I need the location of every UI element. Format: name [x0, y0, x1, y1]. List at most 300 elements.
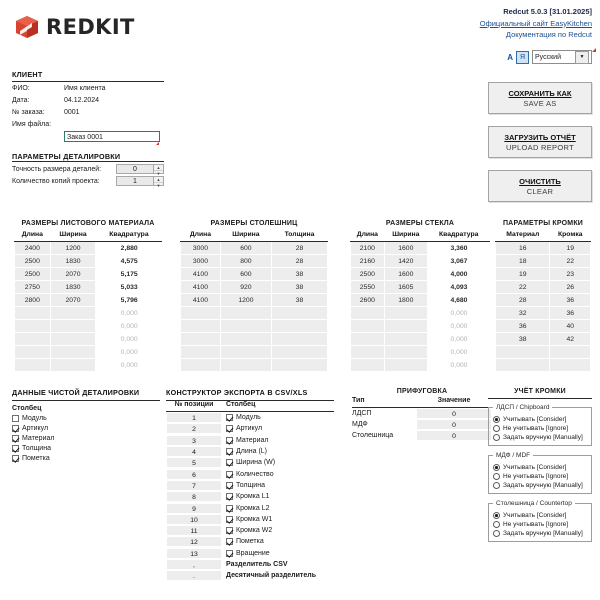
export-row[interactable] — [166, 548, 334, 559]
export-separator-row[interactable] — [166, 570, 334, 581]
table-cell[interactable]: 38 — [271, 268, 327, 281]
export-separator-row[interactable] — [166, 559, 334, 570]
export-row-name[interactable] — [222, 538, 334, 545]
save-as-label-en: SAVE AS — [523, 98, 557, 108]
table-cell[interactable]: 23 — [550, 268, 591, 281]
edge-accounting-option[interactable] — [493, 425, 587, 432]
table-cell[interactable]: 0,000 — [96, 320, 162, 333]
table-cell[interactable]: 1830 — [50, 255, 96, 268]
table-cell[interactable]: 5,796 — [96, 294, 162, 307]
checkbox-icon[interactable] — [226, 493, 233, 500]
table-cell[interactable]: 0,000 — [427, 320, 490, 333]
table-cell[interactable] — [50, 307, 96, 320]
checkbox-icon[interactable] — [226, 550, 233, 557]
edge-accounting-option[interactable] — [493, 416, 587, 423]
export-row-index: 4 — [166, 446, 222, 457]
table-cell[interactable] — [550, 346, 591, 359]
table-cell[interactable]: 4100 — [181, 281, 221, 294]
prifugovka-type-header: Тип — [352, 397, 365, 404]
table-cell[interactable]: 2500 — [15, 268, 51, 281]
table-cell[interactable]: 0,000 — [96, 333, 162, 346]
clean-detailing-item-label: Пометка — [22, 455, 50, 462]
export-row[interactable] — [166, 435, 334, 446]
table-cell[interactable]: 2500 — [15, 255, 51, 268]
table-row[interactable] — [181, 281, 328, 294]
table-cell[interactable]: 4,093 — [427, 281, 490, 294]
table-cell[interactable]: 0,000 — [96, 307, 162, 320]
edge-accounting-option[interactable] — [493, 512, 587, 519]
table-cell[interactable]: 36 — [550, 307, 591, 320]
table-cell[interactable]: 2400 — [15, 242, 51, 255]
table-row[interactable] — [351, 281, 491, 294]
checkbox-icon[interactable] — [12, 445, 19, 452]
client-date-label: Дата: — [12, 97, 30, 104]
export-row-name[interactable] — [222, 459, 334, 466]
table-row[interactable] — [15, 268, 163, 281]
export-row-index: 12 — [166, 536, 222, 547]
radio-icon[interactable] — [493, 464, 500, 471]
table-cell[interactable]: 2070 — [50, 294, 96, 307]
clean-detailing-item[interactable] — [12, 435, 160, 442]
export-row-name[interactable] — [222, 550, 334, 557]
table-cell[interactable] — [15, 346, 51, 359]
table-row[interactable] — [15, 255, 163, 268]
checkbox-icon[interactable] — [12, 435, 19, 442]
table-cell[interactable] — [351, 346, 385, 359]
filename-input[interactable]: Заказ 0001 — [64, 131, 160, 142]
table-cell[interactable] — [351, 320, 385, 333]
header-info — [480, 6, 592, 41]
table-cell[interactable]: 0,000 — [427, 307, 490, 320]
table-cell[interactable]: 0,000 — [427, 346, 490, 359]
column-header: Длина — [181, 229, 221, 242]
table-row[interactable] — [15, 346, 163, 359]
export-row-index: 10 — [166, 514, 222, 525]
export-row-label: Материал — [236, 436, 269, 444]
table-row[interactable] — [15, 333, 163, 346]
clean-detailing-item-label: Материал — [22, 435, 55, 442]
table-cell[interactable]: 3,360 — [427, 242, 490, 255]
table-cell[interactable] — [271, 307, 327, 320]
table-cell[interactable] — [50, 359, 96, 372]
prifugovka-rows — [352, 408, 492, 441]
clean-detailing-item[interactable] — [12, 425, 160, 432]
table-row[interactable] — [181, 320, 328, 333]
checkbox-icon[interactable] — [226, 527, 233, 534]
table-row[interactable] — [15, 359, 163, 372]
export-row[interactable] — [166, 423, 334, 434]
table-row[interactable] — [496, 268, 591, 281]
table-row[interactable] — [15, 294, 163, 307]
export-row-index: 11 — [166, 525, 222, 536]
checkbox-icon[interactable] — [12, 415, 19, 422]
edge-accounting-option[interactable] — [493, 482, 587, 489]
export-separator-value[interactable]: , — [166, 559, 222, 570]
table-cell[interactable]: 1600 — [384, 268, 427, 281]
table-cell[interactable] — [351, 307, 385, 320]
table-cell[interactable]: 0,000 — [96, 346, 162, 359]
table-row[interactable] — [496, 294, 591, 307]
table-cell[interactable] — [384, 320, 427, 333]
clean-detailing-title: ДАННЫЕ ЧИСТОЙ ДЕТАЛИРОВКИ — [12, 388, 160, 401]
export-row-label: Кромка W2 — [236, 527, 273, 535]
export-row-name[interactable] — [222, 516, 334, 523]
clear-button[interactable] — [488, 170, 592, 202]
table-cell[interactable]: 32 — [496, 307, 550, 320]
required-marker-icon — [592, 48, 596, 52]
client-order-value: 0001 — [64, 109, 80, 116]
export-row[interactable] — [166, 536, 334, 547]
copies-stepper[interactable]: ▲ ▼ — [154, 176, 164, 186]
table-cell[interactable] — [220, 320, 271, 333]
export-row-label: Ширина (W) — [236, 459, 276, 467]
table-cell[interactable]: 2500 — [351, 268, 385, 281]
copies-row — [12, 176, 164, 186]
table-row[interactable] — [181, 268, 328, 281]
client-section-title: КЛИЕНТ — [12, 70, 164, 82]
export-constructor-title: КОНСТРУКТОР ЭКСПОРТА В CSV/XLS — [166, 388, 334, 401]
table-cell[interactable]: 0,000 — [427, 333, 490, 346]
clean-detailing-section — [12, 388, 160, 462]
table-cell[interactable]: 1800 — [384, 294, 427, 307]
export-row-name[interactable] — [222, 482, 334, 489]
table-cell[interactable]: 4,000 — [427, 268, 490, 281]
table-cell[interactable] — [384, 359, 427, 372]
clean-detailing-item[interactable] — [12, 445, 160, 452]
table-cell[interactable]: 2070 — [50, 268, 96, 281]
table-cell[interactable]: 2550 — [351, 281, 385, 294]
export-separator-label: Десятичный разделитель — [226, 572, 316, 580]
upload-report-label-ru: ЗАГРУЗИТЬ ОТЧЁТ — [504, 132, 576, 142]
radio-icon[interactable] — [493, 482, 500, 489]
table-cell[interactable] — [50, 320, 96, 333]
glass-title: РАЗМЕРЫ СТЕКЛА — [385, 220, 455, 227]
export-row-name[interactable] — [222, 414, 334, 421]
table-cell[interactable] — [15, 320, 51, 333]
table-row[interactable] — [351, 294, 491, 307]
prifugovka-value[interactable]: 0 — [416, 430, 492, 441]
clean-detailing-item[interactable] — [12, 415, 160, 422]
table-cell[interactable]: 38 — [271, 281, 327, 294]
table-cell[interactable]: 800 — [220, 255, 271, 268]
table-cell[interactable] — [181, 333, 221, 346]
export-row-label: Количество — [236, 470, 274, 478]
table-row[interactable] — [496, 320, 591, 333]
checkbox-icon[interactable] — [226, 459, 233, 466]
table-cell[interactable] — [220, 359, 271, 372]
column-header: Ширина — [50, 229, 96, 242]
table-cell[interactable] — [271, 320, 327, 333]
prifugovka-row — [352, 430, 492, 441]
table-cell[interactable]: 19 — [550, 242, 591, 255]
save-as-button[interactable] — [488, 82, 592, 114]
table-cell[interactable] — [15, 307, 51, 320]
table-cell[interactable] — [220, 307, 271, 320]
prifugovka-value[interactable]: 0 — [416, 419, 492, 430]
export-row[interactable] — [166, 502, 334, 513]
table-cell[interactable]: 2,880 — [96, 242, 162, 255]
table-cell[interactable]: 4,575 — [96, 255, 162, 268]
table-row[interactable] — [351, 333, 491, 346]
table-cell[interactable] — [181, 307, 221, 320]
client-section — [12, 70, 164, 142]
checkbox-icon[interactable] — [226, 505, 233, 512]
table-cell[interactable]: 920 — [220, 281, 271, 294]
table-cell[interactable]: 2100 — [351, 242, 385, 255]
table-row[interactable] — [496, 281, 591, 294]
copies-label: Количество копий проекта: — [12, 177, 100, 185]
edge-params-title: ПАРАМЕТРЫ КРОМКИ — [502, 220, 584, 227]
table-cell[interactable]: 28 — [271, 242, 327, 255]
export-row-index: 8 — [166, 491, 222, 502]
precision-stepper[interactable]: ▲ ▼ — [154, 164, 164, 174]
table-cell[interactable] — [220, 333, 271, 346]
table-cell[interactable]: 2160 — [351, 255, 385, 268]
table-row[interactable] — [496, 307, 591, 320]
radio-icon[interactable] — [493, 425, 500, 432]
prifugovka-value[interactable]: 0 — [416, 408, 492, 419]
table-cell[interactable]: 600 — [220, 242, 271, 255]
table-cell[interactable]: 3000 — [181, 255, 221, 268]
export-row[interactable] — [166, 514, 334, 525]
export-row-name[interactable] — [222, 471, 334, 478]
export-row-name[interactable] — [222, 493, 334, 500]
checkbox-icon[interactable] — [226, 516, 233, 523]
table-row[interactable] — [15, 281, 163, 294]
table-cell[interactable] — [384, 346, 427, 359]
edge-accounting-option[interactable] — [493, 530, 587, 537]
edge-accounting-group — [488, 500, 592, 542]
glass-table-block — [350, 220, 490, 372]
table-cell[interactable] — [271, 346, 327, 359]
clean-detailing-column-header: Столбец — [12, 405, 42, 412]
export-row[interactable] — [166, 480, 334, 491]
export-row[interactable] — [166, 468, 334, 479]
sheet-material-title: РАЗМЕРЫ ЛИСТОВОГО МАТЕРИАЛА — [21, 220, 155, 227]
table-cell[interactable]: 18 — [496, 255, 550, 268]
export-index-header: № позиции — [174, 401, 214, 408]
table-cell[interactable]: 38 — [496, 333, 550, 346]
table-row[interactable] — [351, 359, 491, 372]
column-header: Квадратура — [96, 229, 162, 242]
checkbox-icon[interactable] — [226, 437, 233, 444]
table-cell[interactable]: 42 — [550, 333, 591, 346]
table-cell[interactable]: 1420 — [384, 255, 427, 268]
checkbox-icon[interactable] — [226, 425, 233, 432]
radio-icon[interactable] — [493, 530, 500, 537]
table-cell[interactable]: 28 — [496, 294, 550, 307]
table-cell[interactable] — [15, 359, 51, 372]
chevron-down-icon[interactable]: ▼ — [575, 51, 589, 64]
table-row[interactable] — [351, 346, 491, 359]
table-cell[interactable] — [384, 333, 427, 346]
table-cell[interactable] — [181, 346, 221, 359]
copies-input[interactable]: 1 — [116, 176, 154, 186]
edge-accounting-groups — [488, 404, 592, 542]
checkbox-icon[interactable] — [226, 538, 233, 545]
table-header-row — [181, 229, 328, 242]
table-row[interactable] — [181, 294, 328, 307]
table-cell[interactable] — [15, 333, 51, 346]
table-cell[interactable] — [220, 346, 271, 359]
table-cell[interactable]: 1200 — [220, 294, 271, 307]
table-cell[interactable] — [496, 359, 550, 372]
edge-accounting-option[interactable] — [493, 464, 587, 471]
prifugovka-header — [352, 397, 492, 408]
export-row-name[interactable] — [222, 527, 334, 534]
edge-accounting-option-label: Не учитывать [Ignore] — [503, 473, 569, 480]
export-row-name[interactable] — [222, 505, 334, 512]
language-selector[interactable] — [507, 50, 592, 64]
export-row-label: Кромка W1 — [236, 515, 273, 523]
table-row[interactable] — [15, 307, 163, 320]
table-row[interactable] — [15, 242, 163, 255]
export-row-label: Модуль — [236, 414, 261, 422]
table-row[interactable] — [351, 307, 491, 320]
export-row-label: Вращение — [236, 549, 270, 557]
table-row[interactable] — [181, 333, 328, 346]
table-cell[interactable]: 4100 — [181, 268, 221, 281]
edge-accounting-group — [488, 452, 592, 494]
table-cell[interactable]: 19 — [496, 268, 550, 281]
table-cell[interactable] — [271, 359, 327, 372]
radio-icon[interactable] — [493, 473, 500, 480]
table-row[interactable] — [181, 255, 328, 268]
table-row[interactable] — [181, 307, 328, 320]
table-cell[interactable]: 0,000 — [427, 359, 490, 372]
table-cell[interactable] — [271, 333, 327, 346]
checkbox-icon[interactable] — [12, 455, 19, 462]
export-separator-value[interactable]: . — [166, 570, 222, 581]
edge-accounting-option-label: Учитывать [Consider] — [503, 512, 567, 519]
table-cell[interactable]: 4100 — [181, 294, 221, 307]
table-cell[interactable]: 1605 — [384, 281, 427, 294]
table-cell[interactable]: 3000 — [181, 242, 221, 255]
table-row[interactable] — [15, 320, 163, 333]
export-row-index: 7 — [166, 480, 222, 491]
table-cell[interactable]: 600 — [220, 268, 271, 281]
table-cell[interactable] — [50, 346, 96, 359]
table-cell[interactable]: 36 — [550, 294, 591, 307]
official-site-link[interactable]: Официальный сайт EasyKitchen — [479, 18, 592, 28]
table-row[interactable] — [496, 255, 591, 268]
table-cell[interactable] — [50, 333, 96, 346]
radio-icon[interactable] — [493, 416, 500, 423]
table-row[interactable] — [181, 346, 328, 359]
precision-row — [12, 164, 164, 174]
table-cell[interactable]: 0,000 — [96, 359, 162, 372]
export-row[interactable] — [166, 491, 334, 502]
edge-params-table[interactable] — [495, 229, 591, 372]
language-dropdown[interactable] — [532, 50, 592, 64]
table-cell[interactable] — [384, 307, 427, 320]
table-row[interactable] — [351, 320, 491, 333]
upload-report-button[interactable] — [488, 126, 592, 158]
table-cell[interactable]: 22 — [496, 281, 550, 294]
table-cell[interactable] — [351, 333, 385, 346]
redkit-logo-icon — [14, 14, 40, 40]
export-row[interactable] — [166, 457, 334, 468]
table-row[interactable] — [496, 242, 591, 255]
documentation-link[interactable]: Документация по Redcut — [505, 30, 592, 40]
edge-accounting-option[interactable] — [493, 434, 587, 441]
precision-input[interactable]: 0 — [116, 164, 154, 174]
sheet-material-table[interactable] — [14, 229, 162, 372]
export-row[interactable] — [166, 525, 334, 536]
table-cell[interactable]: 22 — [550, 255, 591, 268]
radio-icon[interactable] — [493, 512, 500, 519]
export-row-name[interactable] — [222, 437, 334, 444]
checkbox-icon[interactable] — [226, 471, 233, 478]
radio-icon[interactable] — [493, 434, 500, 441]
export-row[interactable] — [166, 446, 334, 457]
table-row[interactable] — [351, 242, 491, 255]
table-cell[interactable] — [181, 359, 221, 372]
export-row[interactable] — [166, 412, 334, 423]
checkbox-icon[interactable] — [226, 482, 233, 489]
sheet-material-table-block — [14, 220, 162, 372]
table-cell[interactable] — [496, 346, 550, 359]
table-row[interactable] — [351, 255, 491, 268]
table-cell[interactable]: 40 — [550, 320, 591, 333]
table-cell[interactable]: 2800 — [15, 294, 51, 307]
table-row[interactable] — [181, 242, 328, 255]
table-cell[interactable]: 5,033 — [96, 281, 162, 294]
edge-accounting-option[interactable] — [493, 521, 587, 528]
client-file-row — [12, 119, 164, 130]
table-row[interactable] — [496, 346, 591, 359]
countertop-table[interactable] — [180, 229, 328, 372]
table-cell[interactable]: 16 — [496, 242, 550, 255]
edge-accounting-option[interactable] — [493, 473, 587, 480]
table-cell[interactable]: 2750 — [15, 281, 51, 294]
brand-name: REDKIT — [46, 15, 135, 39]
table-cell[interactable]: 36 — [496, 320, 550, 333]
table-cell[interactable] — [181, 320, 221, 333]
export-row-name[interactable] — [222, 448, 334, 455]
export-constructor-section — [166, 388, 334, 581]
table-row[interactable] — [496, 333, 591, 346]
table-cell[interactable]: 28 — [271, 255, 327, 268]
table-row[interactable] — [351, 268, 491, 281]
table-cell[interactable]: 1200 — [50, 242, 96, 255]
table-cell[interactable] — [550, 359, 591, 372]
radio-icon[interactable] — [493, 521, 500, 528]
table-cell[interactable]: 4,680 — [427, 294, 490, 307]
export-row-index: 5 — [166, 457, 222, 468]
table-cell[interactable]: 38 — [271, 294, 327, 307]
table-cell[interactable]: 3,067 — [427, 255, 490, 268]
clean-detailing-item[interactable] — [12, 455, 160, 462]
table-row[interactable] — [496, 359, 591, 372]
client-order-row — [12, 107, 164, 118]
table-cell[interactable]: 1600 — [384, 242, 427, 255]
glass-table[interactable] — [350, 229, 490, 372]
edge-accounting-option-label: Не учитывать [Ignore] — [503, 425, 569, 432]
checkbox-icon[interactable] — [226, 414, 233, 421]
column-header: Толщина — [271, 229, 327, 242]
export-row-name[interactable] — [222, 425, 334, 432]
table-cell[interactable] — [351, 359, 385, 372]
table-cell[interactable]: 5,175 — [96, 268, 162, 281]
checkbox-icon[interactable] — [12, 425, 19, 432]
table-cell[interactable]: 26 — [550, 281, 591, 294]
checkbox-icon[interactable] — [226, 448, 233, 455]
table-row[interactable] — [181, 359, 328, 372]
prifugovka-title: ПРИФУГОВКА — [396, 388, 448, 395]
table-cell[interactable]: 1830 — [50, 281, 96, 294]
table-cell[interactable]: 2600 — [351, 294, 385, 307]
